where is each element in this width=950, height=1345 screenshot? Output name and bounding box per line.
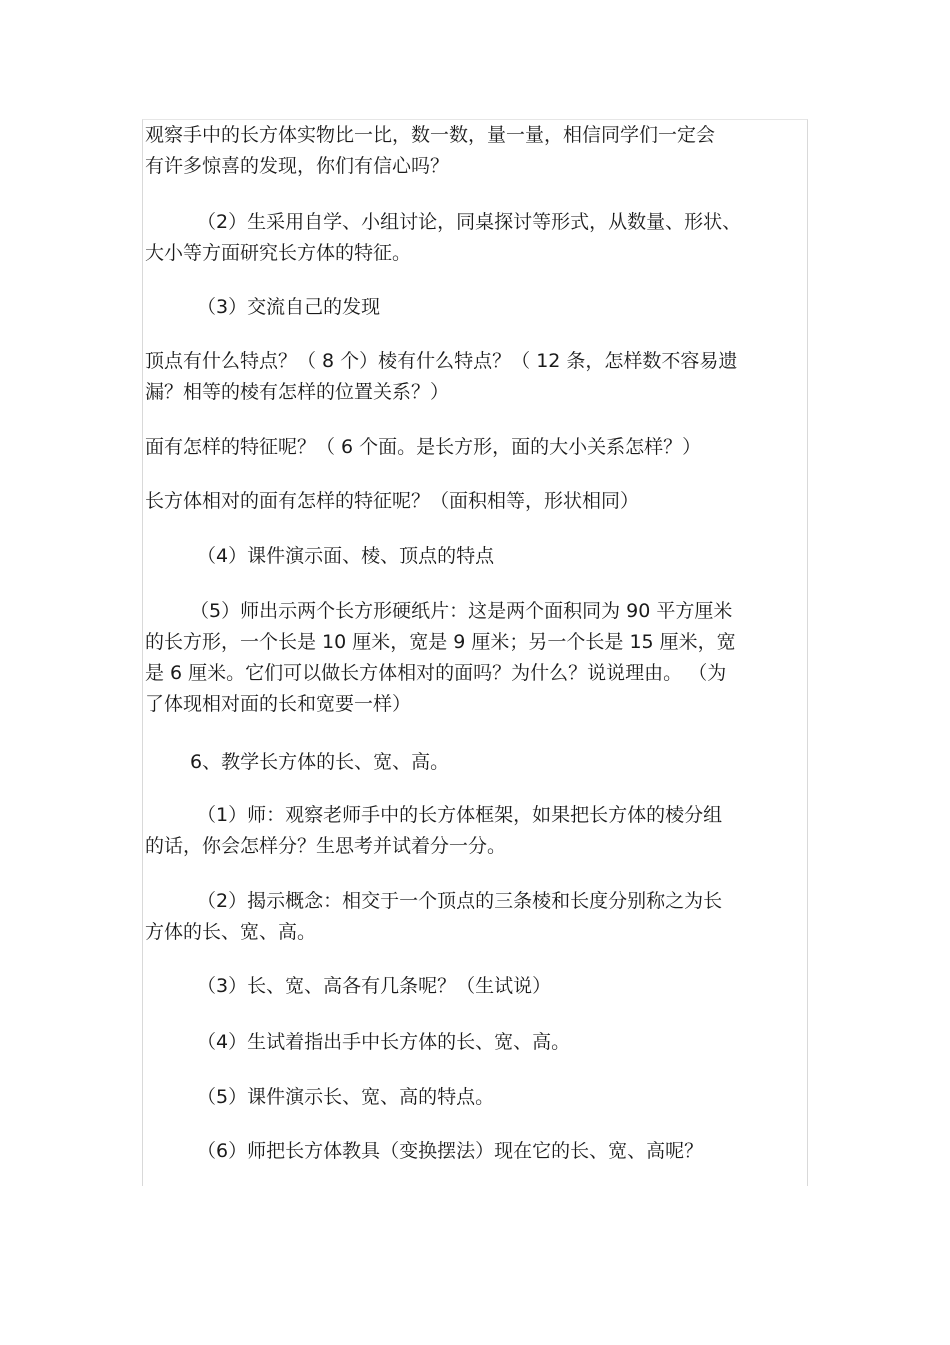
text-line: 6、教学长方体的长、宽、高。 <box>190 751 450 773</box>
paragraph-step-5 <box>145 596 805 720</box>
paragraph-6-6 <box>145 1136 805 1167</box>
section-heading-6 <box>145 747 805 778</box>
paragraph-6-3 <box>145 971 805 1002</box>
paragraph-6-1 <box>145 800 805 862</box>
text-line: 顶点有什么特点？（ 8 个）棱有什么特点？（ 12 条，怎样数不容易遗 <box>145 350 738 372</box>
paragraph-vertices-edges <box>145 346 805 408</box>
text-line: （3）交流自己的发现 <box>197 296 381 318</box>
paragraph-observe <box>145 120 805 182</box>
text-line: （5）师出示两个长方形硬纸片：这是两个面积同为 90 平方厘米 <box>190 600 733 622</box>
text-line: （1）师：观察老师手中的长方体框架，如果把长方体的棱分组 <box>197 804 723 826</box>
text-line: 方体的长、宽、高。 <box>145 921 317 943</box>
text-line: 面有怎样的特征呢？（ 6 个面。是长方形，面的大小关系怎样？） <box>145 436 702 458</box>
text-line: （4）生试着指出手中长方体的长、宽、高。 <box>197 1031 571 1053</box>
paragraph-6-2 <box>145 886 805 948</box>
text-line: （4）课件演示面、棱、顶点的特点 <box>197 545 495 567</box>
paragraph-faces <box>145 432 805 463</box>
text-line: （2）生采用自学、小组讨论，同桌探讨等形式，从数量、形状、 <box>197 211 742 233</box>
paragraph-6-4 <box>145 1027 805 1058</box>
paragraph-step-2 <box>145 207 805 269</box>
text-line: 是 6 厘米。它们可以做长方体相对的面吗？为什么？说说理由。 （为 <box>145 662 727 684</box>
text-line: 漏？相等的棱有怎样的位置关系？） <box>145 381 450 403</box>
text-line: 大小等方面研究长方体的特征。 <box>145 242 412 264</box>
text-line: （2）揭示概念：相交于一个顶点的三条棱和长度分别称之为长 <box>197 890 723 912</box>
text-line: （5）课件演示长、宽、高的特点。 <box>197 1086 495 1108</box>
paragraph-opposite-faces <box>145 486 805 517</box>
text-line: （6）师把长方体教具（变换摆法）现在它的长、宽、高呢？ <box>197 1140 704 1162</box>
text-line: 长方体相对的面有怎样的特征呢？（面积相等，形状相同） <box>145 490 640 512</box>
text-line: 观察手中的长方体实物比一比，数一数，量一量，相信同学们一定会 <box>145 124 716 146</box>
text-line: 了体现相对面的长和宽要一样） <box>145 693 412 715</box>
text-line: 的长方形，一个长是 10 厘米，宽是 9 厘米；另一个长是 15 厘米，宽 <box>145 631 736 653</box>
paragraph-step-3 <box>145 292 805 323</box>
paragraph-6-5 <box>145 1082 805 1113</box>
paragraph-step-4 <box>145 541 805 572</box>
text-line: 的话，你会怎样分？生思考并试着分一分。 <box>145 835 507 857</box>
text-line: （3）长、宽、高各有几条呢？（生试说） <box>197 975 552 997</box>
text-line: 有许多惊喜的发现，你们有信心吗？ <box>145 155 450 177</box>
